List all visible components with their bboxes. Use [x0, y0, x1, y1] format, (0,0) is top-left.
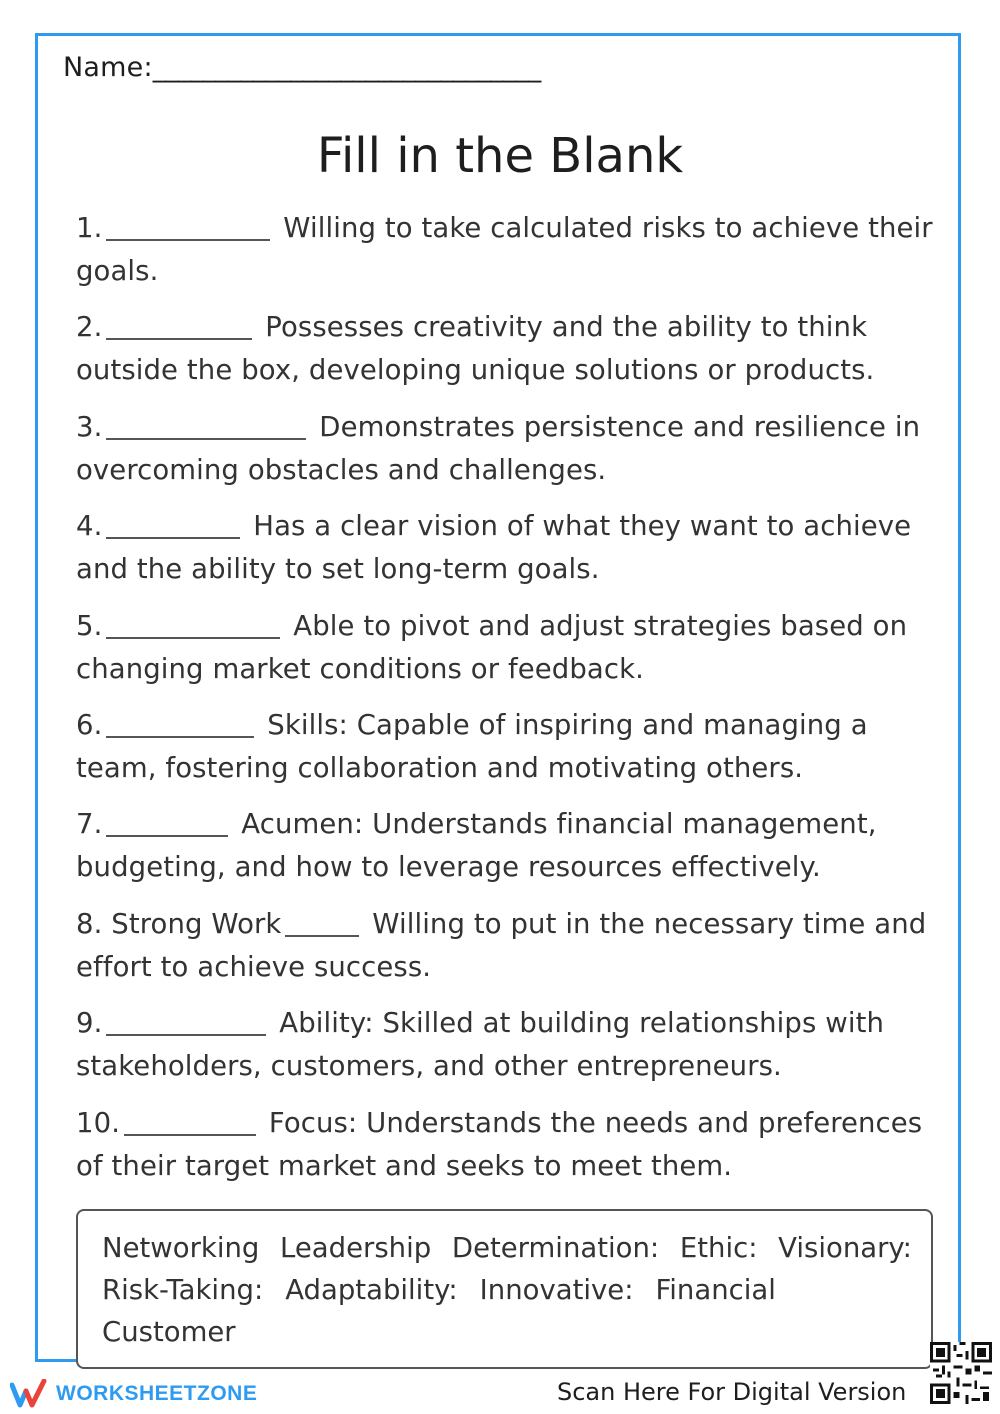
- word-bank-row: [102, 1227, 912, 1269]
- question-text: Willing to put in the necessary time and effort to achieve success.: [76, 907, 927, 983]
- answer-blank[interactable]: [106, 807, 228, 837]
- question-number: 1.: [76, 212, 103, 244]
- qr-code-icon[interactable]: [930, 1342, 992, 1404]
- question-text: Skills: Capable of inspiring and managing a team, fostering collaboration and motivating others.: [76, 708, 868, 784]
- question-item: [76, 903, 946, 989]
- question-text: Ability: Skilled at building relationships with stakeholders, customers, and other entrepreneurs.: [76, 1007, 884, 1083]
- question-item: [76, 803, 946, 889]
- question-text: Possesses creativity and the ability to think outside the box, developing unique solutions or products.: [76, 311, 875, 387]
- word-bank-item: Adaptability:: [285, 1274, 458, 1306]
- question-number: 10.: [76, 1106, 121, 1139]
- word-bank-row: [102, 1311, 912, 1353]
- word-bank-item: Leadership: [280, 1232, 432, 1264]
- question-item: [76, 505, 946, 591]
- scan-instruction: Scan Here For Digital Version: [557, 1378, 907, 1406]
- name-blank: _______________________________: [152, 52, 541, 83]
- answer-blank[interactable]: [106, 708, 254, 738]
- word-bank-item: Innovative:: [479, 1274, 634, 1306]
- question-item: [76, 1002, 946, 1088]
- answer-blank[interactable]: [285, 907, 359, 937]
- word-bank-item: Financial: [655, 1274, 776, 1306]
- question-number: 2.: [76, 311, 103, 344]
- question-text: Demonstrates persistence and resilience in overcoming obstacles and challenges.: [76, 410, 921, 486]
- answer-blank[interactable]: [106, 211, 270, 241]
- word-bank-item: Ethic:: [679, 1232, 758, 1264]
- worksheetzone-logo[interactable]: [10, 1376, 257, 1412]
- word-bank-row: [102, 1269, 912, 1311]
- worksheetzone-logo-icon: [10, 1379, 50, 1409]
- question-list: [76, 207, 946, 1201]
- question-number: 5.: [76, 609, 103, 642]
- question-prefix: Strong Work: [111, 907, 282, 940]
- answer-blank[interactable]: [106, 310, 252, 340]
- question-item: [76, 207, 946, 293]
- question-number: 7.: [76, 808, 103, 841]
- question-number: 3.: [76, 410, 103, 443]
- answer-blank[interactable]: [106, 609, 280, 639]
- question-item: [76, 1102, 946, 1188]
- answer-blank[interactable]: [106, 1006, 266, 1036]
- brand-name: WORKSHEETZONE: [56, 1382, 258, 1405]
- name-field: [63, 52, 540, 83]
- question-item: [76, 605, 946, 691]
- word-bank-item: Customer: [102, 1316, 236, 1348]
- question-text: Has a clear vision of what they want to achieve and the ability to set long-term goals.: [76, 510, 912, 586]
- question-item: [76, 406, 946, 492]
- answer-blank[interactable]: [124, 1106, 256, 1136]
- word-bank-words: [102, 1227, 912, 1353]
- word-bank: [76, 1209, 933, 1369]
- page-title: Fill in the Blank: [316, 128, 684, 184]
- word-bank-item: Networking: [102, 1232, 260, 1264]
- answer-blank[interactable]: [106, 410, 306, 440]
- word-bank-item: Determination:: [451, 1232, 660, 1264]
- name-label: Name:: [63, 52, 153, 83]
- question-text: Focus: Understands the needs and preferences of their target market and seeks to meet them.: [76, 1106, 923, 1182]
- word-bank-item: Risk-Taking:: [102, 1274, 264, 1306]
- question-number: 8.: [76, 907, 103, 940]
- question-text: Able to pivot and adjust strategies based on changing market conditions or feedback.: [76, 609, 908, 685]
- question-number: 9.: [76, 1007, 103, 1040]
- question-number: 4.: [76, 510, 103, 543]
- question-item: [76, 704, 946, 790]
- question-text: Willing to take calculated risks to achieve their goals.: [76, 212, 933, 287]
- question-text: Acumen: Understands financial management, budgeting, and how to leverage resources effectively.: [76, 808, 877, 884]
- answer-blank[interactable]: [106, 509, 240, 539]
- word-bank-item: Visionary:: [778, 1232, 912, 1264]
- question-number: 6.: [76, 708, 103, 741]
- question-item: [76, 306, 946, 392]
